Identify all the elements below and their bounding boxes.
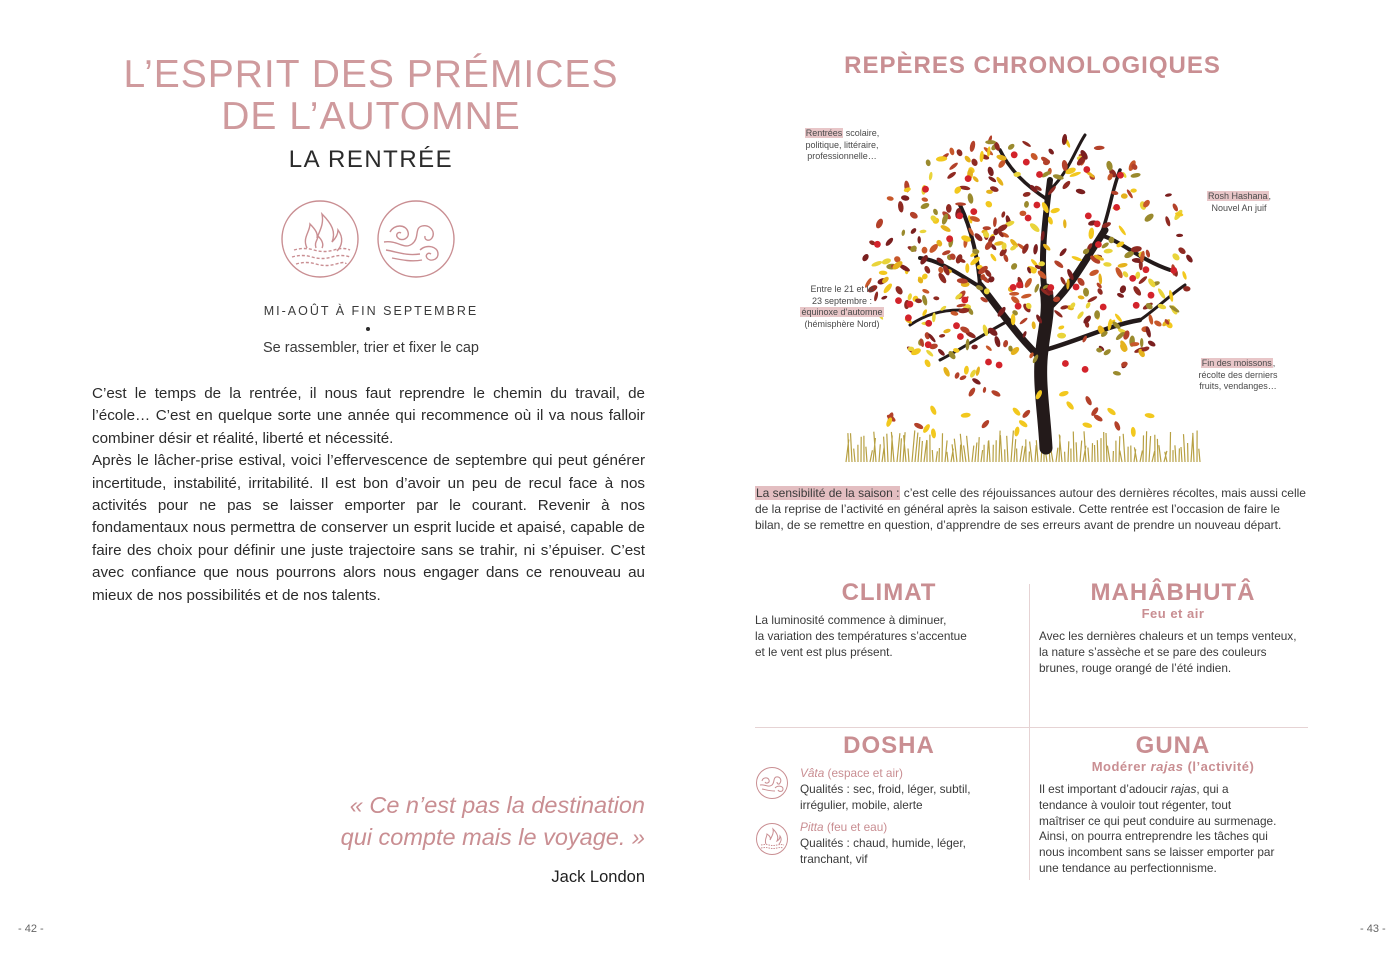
apple xyxy=(1113,204,1120,211)
apple xyxy=(1095,241,1102,248)
apple xyxy=(922,186,929,193)
apple xyxy=(1082,366,1089,373)
leaf xyxy=(965,263,969,273)
leaf xyxy=(988,175,998,183)
leaf xyxy=(948,161,959,170)
falling-leaf xyxy=(1018,419,1029,429)
leaf xyxy=(1185,254,1194,264)
leaf xyxy=(1075,188,1086,195)
leaf xyxy=(1053,259,1064,269)
leaf xyxy=(1103,248,1113,253)
leaf xyxy=(1022,191,1031,198)
leaf xyxy=(949,147,956,156)
intro-text xyxy=(92,383,645,607)
intro-paragraph-1: C’est le temps de la rentrée, il nous faut reprendre le chemin du travail, de l’école… C’est en quelque sorte une année qui recommence où il va nous falloir combiner désir et réalité, liberté et nécessité. xyxy=(92,385,645,447)
leaf xyxy=(1077,295,1084,300)
climat-heading: CLIMAT xyxy=(841,579,937,606)
leaf xyxy=(1029,152,1039,162)
leaf xyxy=(1050,207,1061,214)
apple xyxy=(1129,275,1136,282)
leaf xyxy=(886,196,894,202)
falling-leaf xyxy=(1058,390,1069,398)
apple xyxy=(961,297,968,304)
falling-leaf xyxy=(1011,406,1021,417)
leaf xyxy=(987,166,995,177)
leaf xyxy=(933,296,939,300)
leaf xyxy=(922,288,930,294)
season-period: MI-AOÛT À FIN SEPTEMBRE xyxy=(263,304,479,318)
pitta-text: Pitta (feu et eau) Qualités : chaud, humide, léger, tranchant, vif xyxy=(800,820,966,866)
leaf xyxy=(1119,285,1127,295)
leaf xyxy=(1053,309,1063,318)
leaf xyxy=(1140,338,1143,347)
leaf xyxy=(1047,148,1055,156)
wind-icon xyxy=(755,766,789,800)
falling-leaf xyxy=(1084,395,1093,406)
leaf xyxy=(919,229,926,233)
leaf xyxy=(1060,305,1069,311)
leaf xyxy=(923,358,931,368)
mahabhuta-subheading: Feu et air xyxy=(1141,606,1205,621)
label-rosh-hashana: Rosh Hashana, Nouvel An juif xyxy=(1207,191,1272,213)
guna-text: Il est important d’adoucir rajas, qui a tendance à vouloir tout régenter, tout maîtriser ce qui peut conduire au surmenage. Ainsi, on pourra entreprendre les tâches qui nous incombent sans se laisser emporter par une tendance au perfectionnisme. xyxy=(1039,782,1277,875)
leaf xyxy=(1165,193,1172,197)
apple xyxy=(1143,266,1150,273)
leaf xyxy=(1011,314,1016,326)
leaf xyxy=(1143,212,1155,223)
apple xyxy=(957,333,964,340)
leaf xyxy=(909,211,919,221)
grid-divider-vertical xyxy=(1029,584,1030,880)
quote xyxy=(240,789,645,853)
leaf xyxy=(1071,255,1082,262)
apple xyxy=(1133,302,1140,309)
leaf xyxy=(1117,262,1128,268)
leaf xyxy=(971,377,981,386)
leaf xyxy=(1088,268,1099,277)
falling-leaf xyxy=(1130,427,1136,437)
leaf xyxy=(1122,270,1130,278)
leaf xyxy=(1130,172,1141,178)
apple xyxy=(1023,159,1030,166)
apple xyxy=(1062,360,1069,367)
leaf xyxy=(1009,292,1019,296)
leaf xyxy=(897,201,904,213)
leaf xyxy=(917,236,921,244)
leaf xyxy=(965,339,969,351)
leaf xyxy=(942,366,951,378)
leaf xyxy=(946,204,952,213)
label-equinoxe: Entre le 21 et le 23 septembre : équinoxe d’automne (hémisphère Nord) xyxy=(801,284,883,329)
apple xyxy=(970,208,977,215)
leaf xyxy=(1096,287,1103,295)
highlight-sensibility: La sensibilité de la saison : xyxy=(756,486,900,500)
leaf xyxy=(984,200,993,209)
leaf xyxy=(1171,252,1181,262)
apple xyxy=(1010,284,1017,291)
apple xyxy=(985,359,992,366)
leaf xyxy=(920,202,931,210)
leaf xyxy=(908,347,915,352)
leaf xyxy=(1171,203,1179,213)
season-sensibility: La sensibilité de la saison : c’est celle des réjouissances autour des dernières récoltes, mais aussi celle de la reprise de l’activité en général après la saison estivale. Cette rentrée est l’occasion de faire le bilan, de se remettre en question, d’apprendre de ses erreurs avant de prendre un nouveau départ. xyxy=(755,486,1306,532)
leaf xyxy=(871,260,883,268)
leaf xyxy=(910,227,918,235)
dosha-heading: DOSHA xyxy=(843,732,935,759)
falling-leaf xyxy=(930,428,936,439)
leaf xyxy=(982,387,986,394)
apple xyxy=(956,212,963,219)
apple xyxy=(874,241,881,248)
leaf xyxy=(993,217,997,227)
apple xyxy=(925,320,932,327)
leaf xyxy=(1023,277,1033,289)
title-line-2: DE L’AUTOMNE xyxy=(221,95,521,138)
leaf xyxy=(1020,211,1027,216)
falling-leaf xyxy=(967,387,976,398)
leaf xyxy=(1010,262,1019,271)
apple xyxy=(1094,221,1101,228)
apple xyxy=(1085,213,1092,220)
apple xyxy=(953,322,960,329)
leaf xyxy=(1101,241,1110,249)
leaf xyxy=(1153,319,1163,328)
apple xyxy=(1047,284,1054,291)
leaf xyxy=(943,328,951,334)
highlight-moissons: Fin des moissons xyxy=(1201,358,1272,368)
label-moissons: Fin des moissons, récolte des derniers fruits, vendanges… xyxy=(1198,358,1278,391)
leaf xyxy=(1118,225,1127,236)
leaf xyxy=(937,348,946,357)
apple xyxy=(1011,151,1018,158)
falling-leaf xyxy=(990,389,1001,398)
leaf xyxy=(955,202,966,206)
separator-dot xyxy=(366,327,370,331)
leaf xyxy=(1181,271,1187,281)
leaf xyxy=(1177,246,1187,255)
leaf xyxy=(1121,193,1128,199)
leaf xyxy=(1116,292,1124,299)
leaf xyxy=(1021,293,1032,300)
leaf xyxy=(1130,188,1137,192)
falling-leaf xyxy=(1106,407,1117,417)
leaf xyxy=(954,372,961,380)
falling-leaf xyxy=(913,422,924,431)
leaf xyxy=(1031,321,1036,329)
leaf xyxy=(972,175,980,183)
leaf xyxy=(879,270,888,275)
leaf xyxy=(1164,216,1171,227)
leaf xyxy=(1112,370,1121,376)
climat-text: La luminosité commence à diminuer, la variation des températures s’accentue et le vent est plus présent. xyxy=(755,613,967,659)
leaf xyxy=(921,294,928,306)
leaf xyxy=(928,172,933,181)
leaf xyxy=(1103,262,1112,267)
leaf xyxy=(922,247,928,254)
leaf xyxy=(1058,325,1065,331)
leaf xyxy=(901,195,910,202)
falling-leaf xyxy=(1082,422,1093,429)
leaf xyxy=(932,208,939,216)
falling-leaf xyxy=(980,419,990,430)
leaf xyxy=(923,265,931,275)
title-line-1: L’ESPRIT DES PRÉMICES xyxy=(123,53,619,96)
apple xyxy=(1034,202,1041,209)
leaf xyxy=(1033,244,1039,255)
leaf xyxy=(1058,247,1067,257)
leaf xyxy=(1132,285,1143,297)
grass xyxy=(846,430,1200,462)
quote-author: Jack London xyxy=(551,868,645,886)
apple xyxy=(907,301,914,308)
apple xyxy=(1083,166,1090,173)
leaf xyxy=(1083,287,1090,297)
mahabhuta-heading: MAHÂBHUTÂ xyxy=(1090,579,1256,606)
leaf xyxy=(875,218,885,230)
grid-divider-horizontal xyxy=(755,727,1308,728)
leaf xyxy=(967,193,974,204)
leaf xyxy=(971,344,978,350)
subtitle: LA RENTRÉE xyxy=(288,146,454,173)
apple xyxy=(965,175,972,182)
leaf xyxy=(989,253,997,262)
falling-leaf xyxy=(929,405,938,416)
leaf xyxy=(925,159,931,167)
pitta-name: Pitta xyxy=(800,820,824,834)
leaf xyxy=(959,374,967,381)
apple xyxy=(1100,304,1107,311)
leaf xyxy=(921,197,928,203)
mahabhuta-text: Avec les dernières chaleurs et un temps venteux, la nature s’assèche et se pare des couleurs brunes, rouge orangé de l’été indien. xyxy=(1039,629,1297,675)
leaf xyxy=(1028,222,1040,234)
apple xyxy=(905,314,912,321)
leaf xyxy=(993,335,1001,347)
falling-leaf xyxy=(1113,420,1121,431)
leaf xyxy=(970,158,979,167)
leaf xyxy=(1145,249,1151,258)
page-title xyxy=(92,54,650,138)
falling-leaf xyxy=(922,423,932,434)
leaf xyxy=(963,155,972,164)
apple xyxy=(1148,292,1155,299)
apple xyxy=(1170,267,1177,274)
falling-leaf xyxy=(1144,412,1155,418)
leaf xyxy=(946,171,957,180)
apple xyxy=(1117,172,1124,179)
leaf xyxy=(1007,143,1016,151)
leaf xyxy=(1094,146,1105,151)
page-number-left: - 42 - xyxy=(18,923,44,935)
leaf xyxy=(938,266,944,273)
leaf xyxy=(1114,313,1123,323)
leaf xyxy=(969,140,976,152)
leaf xyxy=(1148,314,1154,325)
leaf xyxy=(1022,140,1032,148)
leaf xyxy=(983,226,991,230)
label-rentrees: Rentrées scolaire, politique, littéraire, professionnelle… xyxy=(805,128,880,161)
falling-leaf xyxy=(1014,426,1021,437)
leaf xyxy=(940,224,952,233)
leaf xyxy=(987,146,991,157)
guna-heading: GUNA xyxy=(1135,732,1211,759)
leaf xyxy=(925,349,934,358)
leaf xyxy=(1076,310,1085,320)
leaf xyxy=(1001,211,1006,218)
leaf xyxy=(1019,317,1029,325)
element-icons xyxy=(280,198,460,280)
leaf xyxy=(1033,283,1040,293)
vata-name: Vâta xyxy=(800,766,825,780)
leaf xyxy=(907,293,913,301)
leaf xyxy=(1157,287,1167,299)
leaf xyxy=(1114,266,1124,279)
apple xyxy=(946,235,953,242)
tree-leaves xyxy=(861,134,1194,439)
leaf xyxy=(884,237,894,248)
highlight-rentrees: Rentrées xyxy=(805,128,843,138)
leaf xyxy=(995,176,1004,187)
highlight-rosh-hashana: Rosh Hashana xyxy=(1207,191,1268,201)
apple xyxy=(1015,303,1022,310)
intro-paragraph-2: Après le lâcher-prise estival, voici l’effervescence de septembre qui peut générer incertitude, instabilité, irritabilité. Il est bon d’avoir un peu de recul face à nos activités pour ne pas se laisser emporter par le courant. Revenir à nos fondamentaux nous permettra de conserver un esprit lucide et apaisé, capable de faire des choix pour définir une juste trajectoire sans se trahir, ni s’épuiser. C’est avec confiance que nous pourrons alors nous engager dans ce renouveau au mieux de nos possibilités et de nos talents. xyxy=(92,452,645,604)
fire-icon xyxy=(282,201,358,277)
falling-leaf xyxy=(1021,409,1031,420)
apple xyxy=(1073,284,1080,291)
apple xyxy=(925,341,932,348)
leaf xyxy=(1088,227,1095,239)
page-number-right: - 43 - xyxy=(1360,923,1386,935)
section-title: REPÈRES CHRONOLOGIQUES xyxy=(844,52,1221,79)
leaf xyxy=(939,334,946,338)
leaf xyxy=(1176,234,1183,237)
apple xyxy=(996,362,1003,369)
leaf xyxy=(1098,273,1103,284)
falling-leaf xyxy=(1065,400,1075,411)
quote-line-1: « Ce n’est pas la destination xyxy=(349,792,645,818)
season-motto: Se rassembler, trier et fixer le cap xyxy=(263,340,479,356)
vata-text: Vâta (espace et air) Qualités : sec, froid, léger, subtil, irrégulier, mobile, alerte xyxy=(800,766,971,812)
falling-leaf xyxy=(960,412,971,418)
quote-line-2: qui compte mais le voyage. » xyxy=(340,824,645,850)
guna-subheading: Modérer rajas (l’activité) xyxy=(1091,759,1255,774)
apple xyxy=(1025,215,1032,222)
leaf xyxy=(985,140,996,144)
leaf xyxy=(1147,339,1157,347)
leaf xyxy=(955,148,963,157)
highlight-equinoxe: équinoxe d’automne xyxy=(801,307,883,317)
leaf xyxy=(861,253,870,263)
leaf xyxy=(1087,295,1098,303)
leaf xyxy=(1024,201,1030,208)
leaf xyxy=(985,345,993,352)
leaf xyxy=(1002,340,1008,348)
apple xyxy=(1036,171,1043,178)
leaf xyxy=(901,229,906,236)
apple xyxy=(1016,282,1023,289)
leaf xyxy=(1063,219,1067,228)
leaf xyxy=(1057,333,1066,339)
leaf xyxy=(979,151,984,163)
wind-icon xyxy=(378,201,454,277)
leaf xyxy=(1061,180,1071,191)
leaf xyxy=(964,365,970,374)
fire-icon xyxy=(755,822,789,856)
leaf xyxy=(1085,301,1092,309)
